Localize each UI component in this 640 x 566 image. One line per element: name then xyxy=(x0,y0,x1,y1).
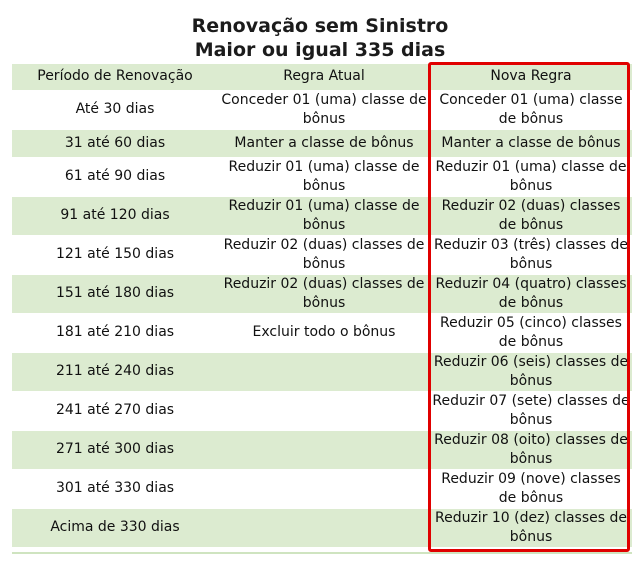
table-row xyxy=(12,430,632,469)
table-row xyxy=(12,90,632,129)
cell-period: 151 até 180 dias xyxy=(12,274,218,313)
renewal-rules-table xyxy=(12,64,632,547)
cell-current-rule xyxy=(218,391,430,430)
table-bottom-border xyxy=(12,552,632,554)
header-current-rule: Regra Atual xyxy=(218,64,430,90)
header-new-rule: Nova Regra xyxy=(430,64,632,90)
table-row xyxy=(12,508,632,547)
cell-current-rule: Reduzir 01 (uma) classe de bônus xyxy=(218,196,430,235)
table-row xyxy=(12,469,632,508)
cell-new-rule: Reduzir 08 (oito) classes de bônus xyxy=(430,430,632,469)
title-line-1: Renovação sem Sinistro xyxy=(191,15,449,37)
cell-current-rule xyxy=(218,352,430,391)
cell-period: Até 30 dias xyxy=(75,101,155,117)
cell-new-rule: Reduzir 04 (quatro) classes de bônus xyxy=(430,274,632,313)
cell-current-rule: Reduzir 02 (duas) classes de bônus xyxy=(223,236,425,272)
table-row xyxy=(12,157,632,196)
cell-current-rule xyxy=(218,430,430,469)
table-row xyxy=(12,352,632,391)
cell-period: 211 até 240 dias xyxy=(12,352,218,391)
header-period: Período de Renovação xyxy=(12,64,218,90)
table-row xyxy=(12,235,632,274)
cell-new-rule: Reduzir 07 (sete) classes de bônus xyxy=(432,392,630,428)
cell-current-rule: Conceder 01 (uma) classe de bônus xyxy=(221,91,427,127)
cell-period: Acima de 330 dias xyxy=(12,508,218,547)
cell-period: 121 até 150 dias xyxy=(55,246,175,262)
cell-new-rule: Manter a classe de bônus xyxy=(430,129,632,157)
table-row xyxy=(12,391,632,430)
cell-period: 61 até 90 dias xyxy=(64,168,166,184)
title-line-2: Maior ou igual 335 dias xyxy=(194,39,446,61)
cell-period: 301 até 330 dias xyxy=(55,480,175,496)
cell-current-rule: Manter a classe de bônus xyxy=(218,129,430,157)
cell-new-rule: Reduzir 02 (duas) classes de bônus xyxy=(430,196,632,235)
table-row xyxy=(12,196,632,235)
cell-period: 31 até 60 dias xyxy=(12,129,218,157)
cell-current-rule: Reduzir 02 (duas) classes de bônus xyxy=(218,274,430,313)
cell-current-rule xyxy=(218,469,430,508)
cell-current-rule xyxy=(218,508,430,547)
cell-new-rule: Conceder 01 (uma) classe de bônus xyxy=(439,91,623,127)
page-title xyxy=(0,14,640,62)
cell-new-rule: Reduzir 01 (uma) classe de bônus xyxy=(435,158,627,194)
cell-new-rule: Reduzir 05 (cinco) classes de bônus xyxy=(440,314,622,350)
cell-period: 91 até 120 dias xyxy=(12,196,218,235)
table-row xyxy=(12,129,632,157)
cell-new-rule: Reduzir 06 (seis) classes de bônus xyxy=(430,352,632,391)
cell-period: 241 até 270 dias xyxy=(55,402,175,418)
table-header-row xyxy=(12,64,632,90)
cell-new-rule: Reduzir 09 (nove) classes de bônus xyxy=(441,470,621,506)
cell-period: 271 até 300 dias xyxy=(12,430,218,469)
cell-period: 181 até 210 dias xyxy=(55,324,175,340)
cell-current-rule: Excluir todo o bônus xyxy=(252,324,396,340)
cell-new-rule: Reduzir 10 (dez) classes de bônus xyxy=(430,508,632,547)
table-row xyxy=(12,313,632,352)
cell-new-rule: Reduzir 03 (três) classes de bônus xyxy=(433,236,628,272)
cell-current-rule: Reduzir 01 (uma) classe de bônus xyxy=(228,158,420,194)
table-row xyxy=(12,274,632,313)
